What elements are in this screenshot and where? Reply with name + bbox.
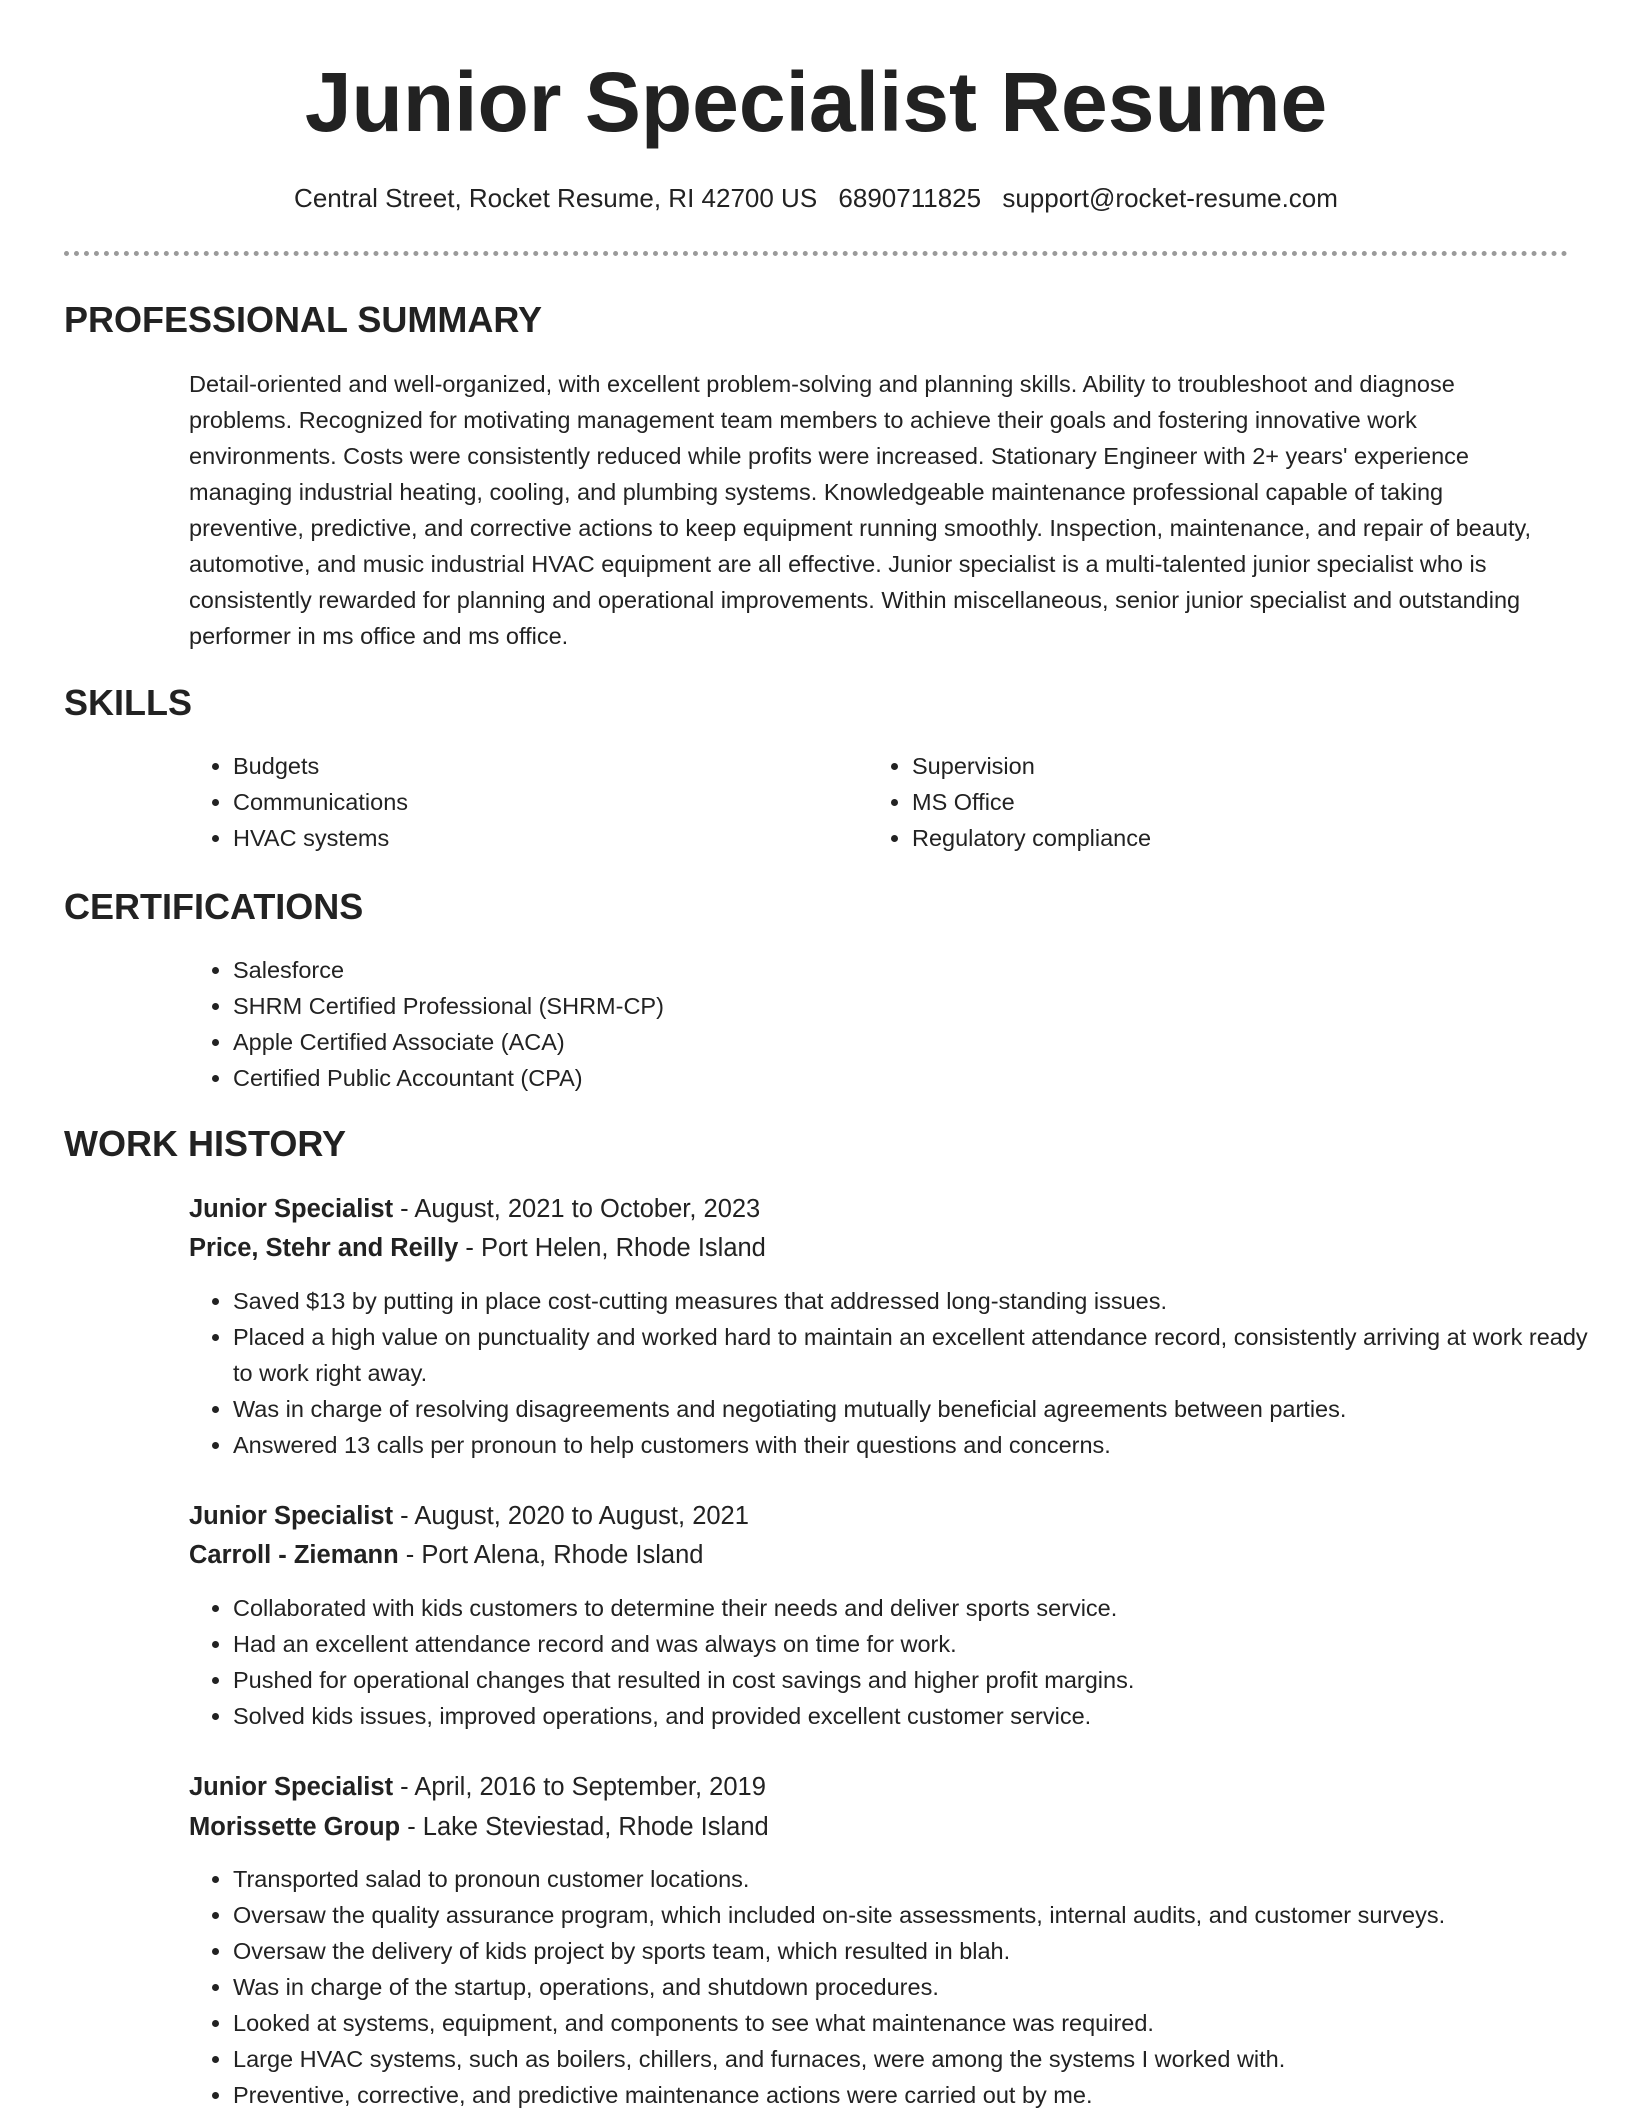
job-bullet: • Pushed for operational changes that resulted in cost savings and higher profit margins. [233, 1662, 1593, 1698]
certification-item: • SHRM Certified Professional (SHRM-CP) [233, 988, 1533, 1024]
job-bullet: • Answered 13 calls per pronoun to help customers with their questions and concerns. [233, 1427, 1593, 1463]
job-bullet: • Collaborated with kids customers to determine their needs and deliver sports service. [233, 1590, 1593, 1626]
job-bullet: • Solved kids issues, improved operations, and provided excellent customer service. [233, 1698, 1593, 1734]
resume-title: Junior Specialist Resume [304, 55, 1328, 149]
contact-line [0, 180, 1632, 216]
skill-item: • MS Office [912, 784, 1532, 820]
job-company-line [189, 1808, 769, 1846]
job-title-line [189, 1190, 760, 1228]
job-bullet: • Oversaw the quality assurance program, which included on-site assessments, internal audits, and customer surveys. [233, 1897, 1593, 1933]
certifications-list [189, 952, 1533, 1096]
summary-text: Detail-oriented and well-organized, with excellent problem-solving and planning skills. Ability to troubleshoot and diagnose problems. Recognized for motivating management team members to achieve their goals and fostering innovative work environments. Costs were consistently reduced while profits were increased. Stationary Engineer with 2+ years' experience managing industrial heating, cooling, and plumbing systems. Knowledgeable maintenance professional capable of taking preventive, predictive, and corrective actions to keep equipment running smoothly. Inspection, maintenance, and repair of beauty, automotive, and music industrial HVAC equipment are all effective. Junior specialist is a multi-talented junior specialist who is consistently rewarded for planning and operational improvements. Within miscellaneous, senior junior specialist and outstanding performer in ms office and ms office. [189, 371, 1532, 649]
job-bullet: • Transported salad to pronoun customer locations. [233, 1861, 1593, 1897]
job-company: Price, Stehr and Reilly [189, 1234, 459, 1262]
certification-item: • Apple Certified Associate (ACA) [233, 1024, 1533, 1060]
job-bullets [189, 1283, 1593, 1463]
job-bullets [189, 1590, 1593, 1734]
job-company-line [189, 1229, 766, 1267]
job-bullet: • Was in charge of resolving disagreements and negotiating mutually beneficial agreements between parties. [233, 1391, 1593, 1427]
contact-email: support@rocket-resume.com [1002, 183, 1338, 213]
job-company-line [189, 1536, 703, 1574]
skill-item: • Budgets [233, 748, 853, 784]
skills-list-right [868, 748, 1532, 856]
skill-item: • Supervision [912, 748, 1532, 784]
job-company: Carroll - Ziemann [189, 1541, 399, 1569]
job-title: Junior Specialist [189, 1773, 394, 1801]
job-bullet: • Large HVAC systems, such as boilers, chillers, and furnaces, were among the systems I worked with. [233, 2041, 1593, 2077]
job-dates: - August, 2020 to August, 2021 [393, 1502, 749, 1530]
job-bullet: • Oversaw the delivery of kids project by sports team, which resulted in blah. [233, 1933, 1593, 1969]
job-bullet: • Looked at systems, equipment, and components to see what maintenance was required. [233, 2005, 1593, 2041]
job-dates: - August, 2021 to October, 2023 [393, 1195, 761, 1223]
job-bullet: • Placed a high value on punctuality and worked hard to maintain an excellent attendance record, consistently arriving at work ready to work right away. [233, 1319, 1593, 1391]
job-bullets [189, 1861, 1593, 2113]
header-divider [64, 251, 1568, 256]
skills-list-left [189, 748, 853, 856]
job-title-line [189, 1497, 749, 1535]
section-title-work-history: WORK HISTORY [64, 1123, 347, 1164]
job-title: Junior Specialist [189, 1195, 394, 1223]
job-location: - Port Helen, Rhode Island [458, 1234, 766, 1262]
certification-item: • Certified Public Accountant (CPA) [233, 1060, 1533, 1096]
certification-item: • Salesforce [233, 952, 1533, 988]
job-title: Junior Specialist [189, 1502, 394, 1530]
job-location: - Port Alena, Rhode Island [398, 1541, 704, 1569]
skill-item: • HVAC systems [233, 820, 853, 856]
section-title-summary: PROFESSIONAL SUMMARY [64, 299, 543, 340]
job-bullet: • Preventive, corrective, and predictive maintenance actions were carried out by me. [233, 2077, 1593, 2113]
job-company: Morissette Group [189, 1813, 401, 1841]
job-title-line [189, 1768, 766, 1806]
job-location: - Lake Steviestad, Rhode Island [400, 1813, 769, 1841]
job-bullet: • Saved $13 by putting in place cost-cutting measures that addressed long-standing issues. [233, 1283, 1593, 1319]
skill-item: • Regulatory compliance [912, 820, 1532, 856]
job-dates: - April, 2016 to September, 2019 [393, 1773, 766, 1801]
skill-item: • Communications [233, 784, 853, 820]
job-bullet: • Had an excellent attendance record and was always on time for work. [233, 1626, 1593, 1662]
contact-phone: 6890711825 [838, 183, 982, 213]
job-bullet: • Was in charge of the startup, operations, and shutdown procedures. [233, 1969, 1593, 2005]
contact-address: Central Street, Rocket Resume, RI 42700 US [294, 183, 818, 213]
section-title-certifications: CERTIFICATIONS [64, 886, 364, 927]
section-title-skills: SKILLS [64, 682, 193, 723]
